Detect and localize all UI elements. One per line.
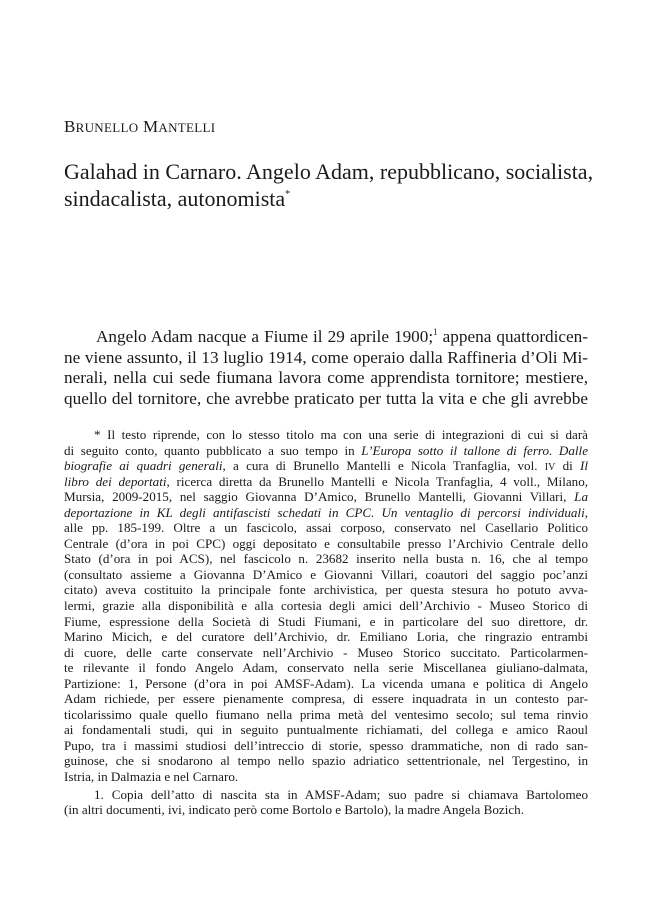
footnote-italic: La <box>574 489 588 505</box>
author-first-rest: RUNELLO <box>75 120 139 135</box>
footnote-text: di <box>555 458 581 474</box>
footnote-italic: deportazione in KL degli antifascisti schedati in CPC. Un ventaglio di percorsi individuali <box>64 504 585 520</box>
title-footnote-mark: * <box>285 189 291 200</box>
footnote-line: (consultato assieme a Giovanna D’Amico e Giovanni Villari, coautori del saggio poc’anzi <box>64 566 588 582</box>
title-line-1: Galahad in Carnaro. Angelo Adam, repubblicano, socialista, <box>64 159 594 184</box>
footnote-line <box>64 505 588 521</box>
footnote-line: * Il testo riprende, con lo stesso titolo ma con una serie di integrazioni di cui si darà <box>94 427 588 442</box>
body-line-text: appena quattordicen- <box>437 327 588 346</box>
footnote-line: di cuore, delle carte conservate nell’Archivio - Museo Storico succitato. Particolarmen- <box>64 644 588 660</box>
body-line: quello del tornitore, che avrebbe praticato per tutta la vita e che gli avrebbe <box>64 388 588 408</box>
footnote-line: Istria, in Dalmazia e nel Carnaro. <box>64 769 239 785</box>
footnote-line: Partizione: 1, Persone (d’ora in poi AMSF-Adam). La vicenda umana e politica di Angelo <box>64 675 588 691</box>
footnote-italic: L’Europa sotto il tallone di ferro. Dalle <box>361 442 589 458</box>
footnote-line: Pupo, tra i massimi studiosi dell’intreccio di storie, spesso drammatiche, non di rado san- <box>64 737 588 753</box>
title-line-2-text: sindacalista, autonomista <box>64 186 286 211</box>
footnote-italic: Il <box>580 458 589 474</box>
footnote-line: lermi, grazie alla disponibilità e alla cortesia degli amici dell’Archivio - Museo Storico di <box>64 598 588 614</box>
footnote-line: Fiume, espressione della Società di Studi Fiumani, e in particolare del suo direttore, dr. <box>64 613 588 629</box>
body-line <box>64 327 588 348</box>
footnotes <box>64 427 588 818</box>
author-last-initial: M <box>142 117 159 136</box>
author-last-rest: ANTELLI <box>158 120 216 135</box>
footnote-line: ticolarissimo quale quello fiumano nella prima metà del ventesimo secolo; sul tema rinvio <box>64 706 588 722</box>
footnote-text: , a cura di Brunello Mantelli e Nicola Tranfaglia, vol. <box>222 458 545 474</box>
footnote-1-line: (in altri documenti, ivi, indicato però come Bortolo e Bartolo), la madre Angela Bozich. <box>64 802 524 818</box>
footnote-line: ai fondamentali studi, qui in seguito puntualmente richiamati, del collega e amico Raoul <box>64 722 588 738</box>
footnote-line: citato) aveva costituito la principale fonte archivistica, per questa stesura ho potuto avva- <box>64 582 588 598</box>
author-first-initial: B <box>64 117 76 136</box>
author-name <box>64 117 215 137</box>
footnote-italic: biografie ai quadri generali <box>64 458 223 474</box>
footnote-line <box>64 474 588 490</box>
article-title <box>64 158 594 212</box>
footnote-1-line: 1. Copia dell’atto di nascita sta in AMSF-Adam; suo padre si chiamava Bartolomeo <box>94 786 588 802</box>
footnote-line: alle pp. 185-199. Oltre a un fascicolo, assai corposo, conservato nel Casellario Politico <box>64 520 588 536</box>
title-line-2 <box>64 185 594 212</box>
footnote-line: guinose, che si snodarono al tempo nello spazio adriatico settentrionale, nel Tergestino, in <box>64 753 588 769</box>
footnote-ref-1: 1 <box>433 327 438 337</box>
footnote-text: Mursia, 2009-2015, nel saggio Giovanna D’Amico, Brunello Mantelli, Giovanni Villari, <box>64 489 575 505</box>
footnote-text: di seguito conto, quanto pubblicato a suo tempo in <box>64 442 362 458</box>
footnote-line <box>64 489 588 505</box>
footnote-line <box>64 443 588 459</box>
body-line-text: Angelo Adam nacque a Fiume il 29 aprile 1900; <box>96 327 434 346</box>
volume-number: IV <box>544 462 556 474</box>
footnote-italic: libro dei deportati <box>64 473 167 489</box>
footnote-line: Marino Micich, e del curatore dell’Archivio, dr. Emiliano Loria, che ringrazio entrambi <box>64 629 588 645</box>
body-text <box>64 327 588 409</box>
footnote-line: Adam richiede, per essere pienamente compresa, di essere inquadrata in un contesto par- <box>64 691 588 707</box>
body-line: nerali, nella cui sede fiumana lavora come apprendista tornitore; mestiere, <box>64 368 588 388</box>
body-line: ne viene assunto, il 13 luglio 1914, come operaio dalla Raffineria d’Oli Mi- <box>64 347 588 367</box>
footnote-line: te rilevante il fondo Angelo Adam, conservato nella serie Miscellanea giuliano-dalmata, <box>64 660 588 676</box>
footnote-line: Centrale (d’ora in poi CPC) oggi depositato e consultabile presso l’Archivio Centrale dello <box>64 535 588 551</box>
footnote-text: , ricerca diretta da Brunello Mantelli e Nicola Tranfaglia, 4 voll., Milano, <box>166 473 589 489</box>
footnote-line <box>64 458 588 474</box>
footnote-text: , <box>584 504 588 520</box>
footnote-line: Stato (d’ora in poi ACS), nel fascicolo n. 23682 inserito nella busta n. 16, che al tempo <box>64 551 588 567</box>
